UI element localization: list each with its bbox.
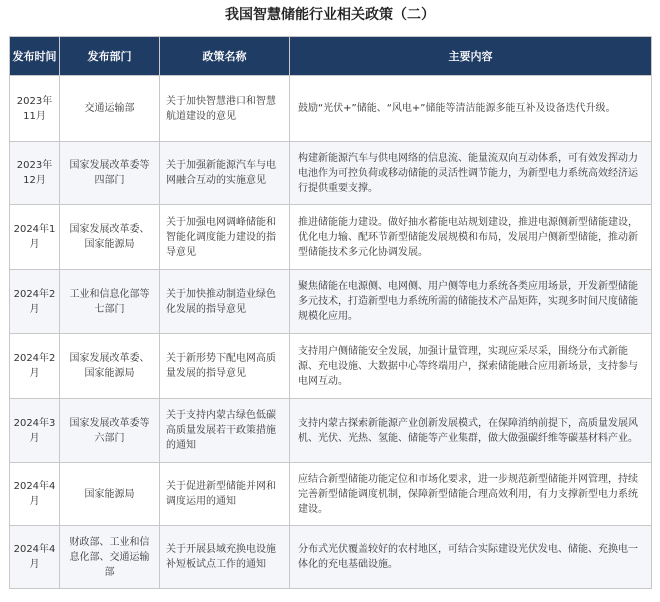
cell-policy: 关于加快智慧港口和智慧航道建设的意见 [160,76,290,142]
cell-content: 分布式光伏覆盖较好的农村地区，可结合实际建设光伏发电、储能、充换电一体化的充电基础设施。 [290,526,652,589]
table-row [10,270,652,334]
cell-policy: 关于加快推动制造业绿色化发展的指导意见 [160,270,290,334]
header-dept: 发布部门 [60,37,160,76]
cell-dept: 交通运输部 [60,76,160,142]
cell-policy: 关于支持内蒙古绿色低碳高质量发展若干政策措施的通知 [160,399,290,463]
policy-table [9,36,652,589]
cell-policy: 关于加强电网调峰储能和智能化调度能力建设的指导意见 [160,205,290,270]
cell-date: 2023年12月 [10,142,60,205]
cell-content: 构建新能源汽车与供电网络的信息流、能量流双向互动体系，可有效发挥动力电池作为可控负荷或移动储能的灵活性调节能力，为新型电力系统高效经济运行提供重要支撑。 [290,142,652,205]
cell-date: 2024年2月 [10,334,60,399]
table-row [10,526,652,589]
cell-dept: 国家发展改革委等四部门 [60,142,160,205]
cell-content: 应结合新型储能功能定位和市场化要求，进一步规范新型储能并网管理，持续完善新型储能调度机制，保障新型储能合理高效利用，有力支撑新型电力系统建设。 [290,463,652,526]
header-content: 主要内容 [290,37,652,76]
table-row [10,334,652,399]
cell-dept: 国家发展改革委、国家能源局 [60,334,160,399]
header-date: 发布时间 [10,37,60,76]
cell-dept: 财政部、工业和信息化部、交通运输部 [60,526,160,589]
page-title: 我国智慧储能行业相关政策（二） [225,7,435,23]
cell-date: 2024年2月 [10,270,60,334]
cell-content: 聚焦储能在电源侧、电网侧、用户侧等电力系统各类应用场景，开发新型储能多元技术，打造新型电力系统所需的储能技术产品矩阵，实现多时间尺度储能规模化应用。 [290,270,652,334]
cell-dept: 国家发展改革委等六部门 [60,399,160,463]
cell-date: 2024年1月 [10,205,60,270]
header-policy: 政策名称 [160,37,290,76]
table-row [10,142,652,205]
cell-content: 鼓励“光伏+”储能、“风电+”储能等清洁能源多能互补及设备迭代升级。 [290,76,652,142]
cell-content: 支持用户侧储能安全发展，加强计量管理，实现应采尽采，围绕分布式新能源、充电设施、大数据中心等终端用户，探索储能融合应用新场景，支持参与电网互动。 [290,334,652,399]
table-header-row [10,37,652,76]
cell-policy: 关于开展县域充换电设施补短板试点工作的通知 [160,526,290,589]
cell-dept: 国家发展改革委、国家能源局 [60,205,160,270]
cell-date: 2024年3月 [10,399,60,463]
table-row [10,205,652,270]
cell-policy: 关于促进新型储能并网和调度运用的通知 [160,463,290,526]
cell-content: 推进储能能力建设。做好抽水蓄能电站规划建设，推进电源侧新型储能建设，优化电力输、配环节新型储能发展规模和布局，发展用户侧新型储能，推动新型储能技术多元化协调发展。 [290,205,652,270]
cell-policy: 关于新形势下配电网高质量发展的指导意见 [160,334,290,399]
cell-date: 2024年4月 [10,526,60,589]
cell-date: 2023年11月 [10,76,60,142]
cell-dept: 国家能源局 [60,463,160,526]
cell-content: 支持内蒙古探索新能源产业创新发展模式，在保障消纳前提下，高质量发展风机、光伏、光热、氢能、储能等产业集群，做大做强碳纤维等碳基材料产业。 [290,399,652,463]
table-row [10,463,652,526]
table-row [10,399,652,463]
cell-policy: 关于加强新能源汽车与电网融合互动的实施意见 [160,142,290,205]
cell-dept: 工业和信息化部等七部门 [60,270,160,334]
table-row [10,76,652,142]
cell-date: 2024年4月 [10,463,60,526]
